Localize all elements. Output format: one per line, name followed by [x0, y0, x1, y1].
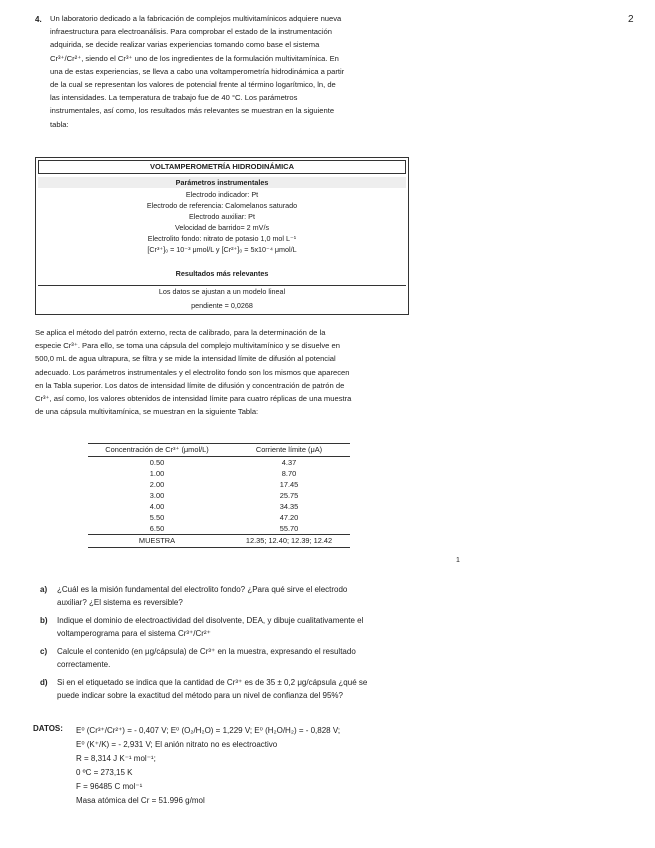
- text-line: las intensidades. La temperatura de trabajo fue de 40 °C. Los parámetros: [50, 93, 298, 103]
- column-header: Corriente límite (μA): [255, 445, 323, 454]
- param-line: [Cr³⁺]₀ = 10⁻³ μmol/L y [Cr²⁺]₀ = 5x10⁻⁴ μmol/L: [147, 245, 297, 254]
- text-line: Calcule el contenido (en μg/cápsula) de Cr³⁺ en la muestra, expresando el resultado: [57, 647, 356, 656]
- text-line: Cr³⁺/Cr²⁺, siendo el Cr³⁺ uno de los ingredientes de la formulación multivitamínica. En: [50, 53, 339, 63]
- subquestion-a: [40, 583, 440, 609]
- text-line: Cr³⁺, así como, los valores obtenidos de intensidad límite para cuatro réplicas de una muestra: [35, 394, 352, 404]
- table-row: [88, 468, 350, 479]
- subquestion-b: [40, 614, 440, 640]
- subquestion-c: [40, 645, 440, 671]
- datos-list: [76, 724, 340, 808]
- text-line: 500,0 mL de agua ultrapura, se filtra y se mide la intensidad límite de difusión al potencial: [35, 354, 336, 364]
- text-line: infraestructura para electroanálisis. Para comprobar el estado de la instrumentación: [50, 27, 332, 37]
- table-cell: 5.50: [149, 513, 165, 522]
- table-cell: 47.20: [279, 513, 299, 522]
- page-number: 2: [628, 14, 634, 25]
- text-line: tabla:: [50, 119, 69, 129]
- text-line: correctamente.: [57, 660, 111, 669]
- subquestion-label: d): [40, 678, 48, 687]
- text-line: voltamperograma para el sistema Cr³⁺/Cr²⁺: [57, 629, 211, 638]
- table-cell: 17.45: [279, 480, 299, 489]
- text-line: ¿Cuál es la misión fundamental del electrolito fondo? ¿Para qué sirve el electrodo: [57, 585, 348, 594]
- text-line: instrumentales, así como, los resultados más relevantes se muestran en la siguiente: [50, 106, 335, 116]
- table-row: [88, 457, 350, 468]
- text-line: auxiliar? ¿El sistema es reversible?: [57, 598, 183, 607]
- voltammetry-table: [35, 157, 409, 315]
- voltammetry-table-title: VOLTAMPEROMETRÍA HIDRODINÁMICA: [38, 160, 406, 174]
- result-line: Los datos se ajustan a un modelo lineal: [158, 287, 286, 296]
- subquestion-d: [40, 676, 440, 702]
- subquestion-label: c): [40, 647, 48, 656]
- param-line: Electrodo de referencia: Calomelanos saturado: [146, 201, 298, 210]
- table-cell: 55.70: [279, 524, 299, 533]
- table-row: [88, 479, 350, 490]
- param-line: Electrodo auxiliar: Pt: [189, 212, 255, 221]
- text-line: Se aplica el método del patrón externo, recta de calibrado, para la determinación de la: [35, 328, 326, 337]
- text-line: puede indicar sobre la exactitud del método para un nivel de confianza del 95%?: [57, 691, 343, 700]
- text-line: de una cápsula multivitamínica, se muestran en la siguiente Tabla:: [35, 407, 259, 417]
- divider: [38, 285, 406, 286]
- text-line: Indique el dominio de electroactividad del disolvente, DEA, y dibuje cualitativamente el: [57, 616, 364, 625]
- text-line: especie Cr³⁺. Para ello, se toma una cápsula del complejo multivitamínico y se disuelve en: [35, 341, 340, 351]
- table-cell: 12.35; 12.40; 12.39; 12.42: [245, 536, 333, 545]
- datos-line: R = 8,314 J K⁻¹ mol⁻¹;: [76, 754, 156, 763]
- table-cell: 6.50: [149, 524, 165, 533]
- datos-label: DATOS:: [33, 724, 63, 733]
- params-header: Parámetros instrumentales: [38, 177, 406, 188]
- table-cell: 34.35: [279, 502, 299, 511]
- subquestion-label: b): [40, 616, 48, 625]
- subquestion-label: a): [40, 585, 48, 594]
- text-line: adquirida, se decide realizar varias experiencias tomando como base el sistema: [50, 40, 320, 50]
- method-paragraph: [35, 326, 415, 418]
- table-cell: 3.00: [149, 491, 165, 500]
- text-line: una de estas experiencias, se lleva a cabo una voltamperometría hidrodinámica a partir: [50, 66, 345, 76]
- datos-line: 0 ºC = 273,15 K: [76, 768, 133, 777]
- text-line: Un laboratorio dedicado a la fabricación de complejos multivitamínicos adquiere nueva: [50, 14, 342, 23]
- results-header: Resultados más relevantes: [38, 268, 406, 279]
- param-line: Electrolito fondo: nitrato de potasio 1,0 mol L⁻¹: [147, 234, 297, 243]
- table-row: [88, 501, 350, 512]
- text-line: en la Tabla superior. Los datos de intensidad límite de difusión y concentración de patrón de: [35, 380, 345, 390]
- table-cell: MUESTRA: [138, 536, 176, 545]
- datos-line: F = 96485 C mol⁻¹: [76, 782, 143, 791]
- table-row: [88, 512, 350, 523]
- question-number: 4.: [35, 15, 42, 24]
- table-cell: 0.50: [149, 458, 165, 467]
- table-row: [88, 523, 350, 534]
- intro-paragraph: [50, 12, 402, 131]
- result-line: pendiente = 0,0268: [191, 301, 253, 310]
- datos-line: E⁰ (K⁺/K) = - 2,931 V; El anión nitrato no es electroactivo: [76, 740, 278, 749]
- table-cell: 4.00: [149, 502, 165, 511]
- table-header-row: [88, 444, 350, 455]
- table-cell: 4.37: [281, 458, 297, 467]
- text-line: de la cual se representan los valores de potencial frente al término logarítmico, ln, de: [50, 80, 336, 90]
- footnote-marker: 1: [456, 557, 460, 564]
- table-cell: 1.00: [149, 469, 165, 478]
- divider: [88, 547, 350, 548]
- text-line: Si en el etiquetado se indica que la cantidad de Cr³⁺ es de 35 ± 0,2 μg/cápsula ¿qué se: [57, 678, 368, 687]
- table-cell: 8.70: [281, 469, 297, 478]
- table-cell: 2.00: [149, 480, 165, 489]
- column-header: Concentración de Cr³⁺ (μmol/L): [105, 445, 209, 454]
- param-line: Electrodo indicador: Pt: [185, 190, 259, 199]
- datos-line: Masa atómica del Cr = 51.996 g/mol: [76, 796, 205, 805]
- table-cell: 25.75: [279, 491, 299, 500]
- table-row: [88, 535, 350, 546]
- table-row: [88, 490, 350, 501]
- param-line: Velocidad de barrido= 2 mV/s: [174, 223, 270, 232]
- datos-line: E⁰ (Cr³⁺/Cr²⁺) = - 0,407 V; E⁰ (O₂/H₂O) = 1,229 V; E⁰ (H₂O/H₂) = - 0,828 V;: [76, 726, 341, 735]
- text-line: adecuado. Los parámetros instrumentales y el electrolito fondo son los mismos que aparecen: [35, 367, 350, 377]
